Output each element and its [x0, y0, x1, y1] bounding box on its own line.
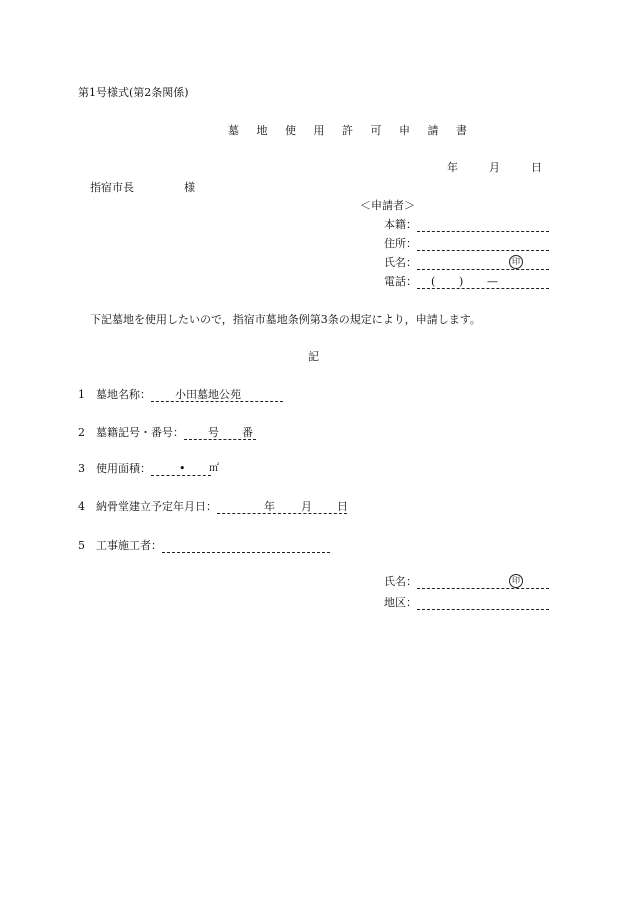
- item-4-label: 納骨堂建立予定年月日：: [96, 500, 217, 513]
- body-text: 下記墓地を使用したいので，指宿市墓地条例第3条の規定により，申請します。: [90, 313, 481, 326]
- plot-go: 号: [208, 425, 219, 439]
- item-4: [78, 500, 347, 514]
- item-1: [78, 388, 283, 402]
- phone-row: [384, 275, 549, 289]
- district-field[interactable]: [417, 597, 549, 610]
- phone-field[interactable]: [417, 274, 549, 289]
- seal-icon: 印: [509, 255, 523, 269]
- address-row: [384, 237, 549, 251]
- ki-heading: 記: [308, 350, 319, 363]
- date-line: [447, 161, 542, 175]
- address-label: 住所：: [384, 237, 417, 250]
- applicant-name-row: [384, 256, 549, 270]
- form-number: 第1号様式(第2条関係): [78, 86, 189, 99]
- cemetery-name-value: 小田墓地公苑: [175, 387, 241, 401]
- addressee-honorific: 様: [184, 181, 195, 194]
- item-3-number: 3: [78, 462, 85, 475]
- item-5-number: 5: [78, 539, 85, 552]
- applicant-name-field[interactable]: [417, 257, 549, 270]
- address-field[interactable]: [417, 238, 549, 251]
- item-1-label: 墓地名称：: [96, 388, 151, 401]
- phone-paren-close: ): [459, 274, 464, 288]
- item-5: [78, 539, 330, 553]
- area-dot: •: [179, 461, 186, 475]
- item-2-number: 2: [78, 426, 85, 439]
- area-field[interactable]: [151, 461, 219, 476]
- phone-paren-open: (: [431, 274, 436, 288]
- domicile-field[interactable]: [417, 219, 549, 232]
- contractor-field[interactable]: [162, 540, 330, 553]
- area-unit: ㎡: [209, 462, 219, 474]
- item-5-label: 工事施工者：: [96, 539, 162, 552]
- item-1-number: 1: [78, 388, 85, 401]
- item-2-label: 墓籍記号・番号：: [96, 426, 184, 439]
- ossuary-day: 日: [337, 499, 348, 513]
- plot-ban: 番: [242, 425, 253, 439]
- addressee-name: 指宿市長: [90, 181, 134, 194]
- cemetery-name-field[interactable]: [151, 387, 283, 402]
- ossuary-year: 年: [264, 499, 275, 513]
- date-month: 月: [489, 161, 500, 174]
- contractor-seal-icon: 印: [509, 574, 523, 588]
- phone-dash: —: [487, 274, 498, 288]
- district-label: 地区：: [384, 596, 417, 609]
- ossuary-date-field[interactable]: [217, 499, 348, 514]
- item-4-number: 4: [78, 500, 85, 513]
- contractor-name-field[interactable]: [417, 576, 549, 589]
- item-2: [78, 426, 256, 440]
- plot-number-field[interactable]: [184, 425, 256, 440]
- phone-label: 電話：: [384, 275, 417, 288]
- domicile-row: [384, 218, 549, 232]
- contractor-name-label: 氏名：: [384, 575, 417, 588]
- domicile-label: 本籍：: [384, 218, 417, 231]
- date-day: 日: [531, 161, 542, 174]
- district-row: [384, 596, 549, 610]
- applicant-heading: ＜申請者＞: [360, 199, 415, 212]
- item-3-label: 使用面積：: [96, 462, 151, 475]
- date-year: 年: [447, 161, 458, 174]
- page-title: 墓 地 使 用 許 可 申 請 書: [228, 124, 474, 137]
- ossuary-month: 月: [301, 499, 312, 513]
- contractor-name-row: [384, 575, 549, 589]
- item-3: [78, 461, 219, 476]
- applicant-name-label: 氏名：: [384, 256, 417, 269]
